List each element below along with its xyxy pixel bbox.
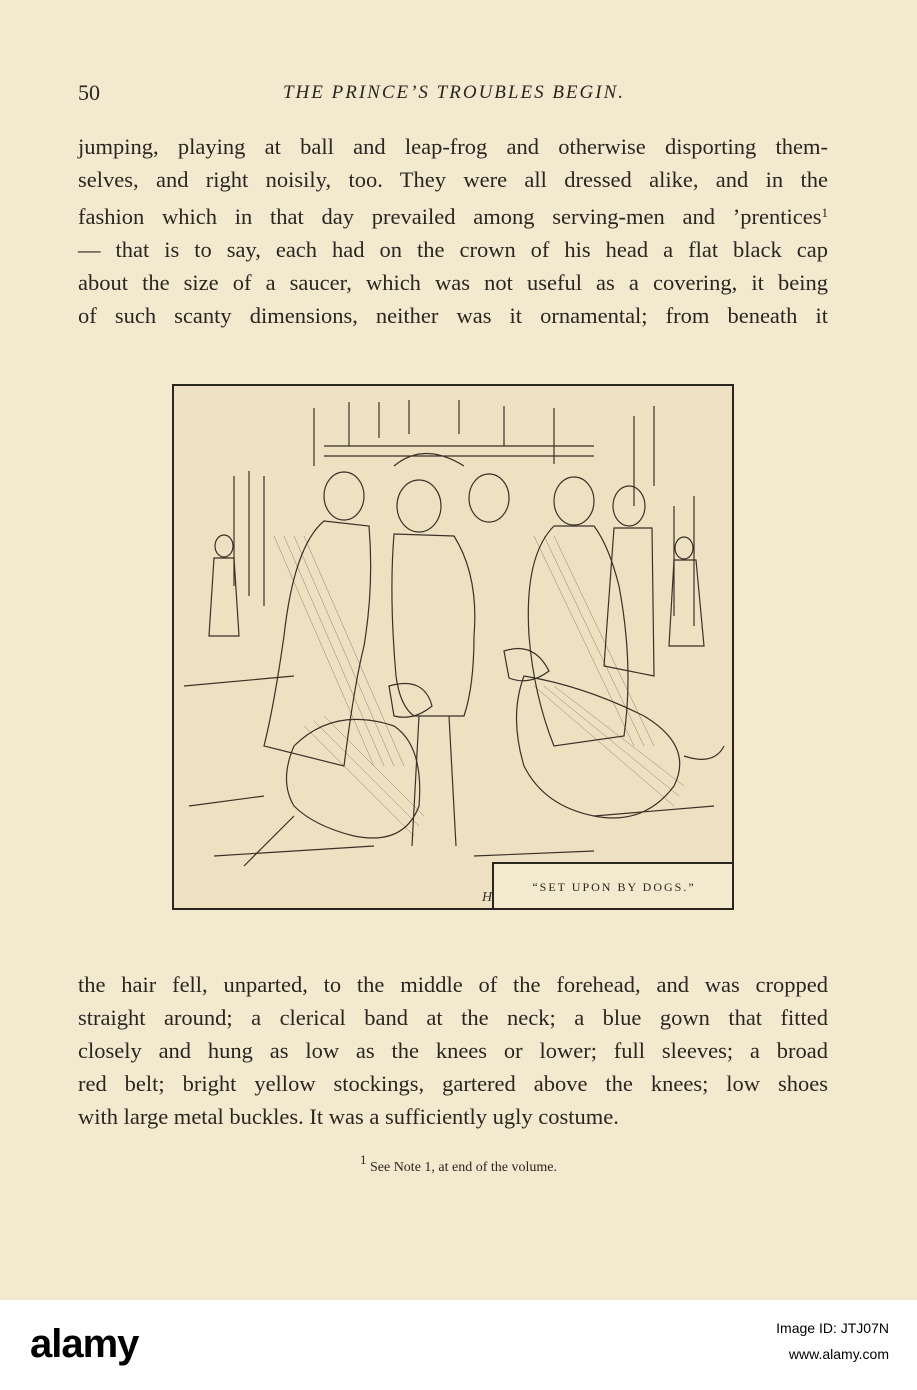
caption-box bbox=[492, 862, 734, 910]
text-line-content: fashion which in that day prevailed among serving-men and ’prentices bbox=[78, 204, 822, 229]
image-id: Image ID: JTJ07N bbox=[776, 1320, 889, 1336]
engraving-illustration bbox=[174, 386, 734, 910]
artist-signature: H bbox=[482, 890, 493, 905]
ground-strokes bbox=[184, 676, 714, 856]
footnote bbox=[0, 1152, 917, 1176]
boy-head bbox=[554, 477, 594, 525]
prince-body bbox=[392, 534, 475, 716]
footnote-reference: 1 bbox=[821, 205, 828, 220]
bystander-body bbox=[209, 558, 239, 636]
text-line: red belt; bright yellow stockings, gartered above the knees; low shoes bbox=[78, 1071, 828, 1096]
text-line bbox=[78, 196, 828, 233]
pillar-lines bbox=[674, 496, 694, 626]
dog-left-body bbox=[287, 719, 420, 838]
boy-head bbox=[469, 474, 509, 522]
page-number: 50 bbox=[78, 80, 100, 105]
dog-right-body bbox=[517, 676, 680, 818]
footnote-text: See Note 1, at end of the volume. bbox=[369, 1160, 557, 1175]
running-title: THE PRINCE’S TROUBLES BEGIN. bbox=[282, 82, 626, 103]
text-line: closely and hung as low as the knees or lower; full sleeves; a broad bbox=[78, 1038, 828, 1063]
boy-head bbox=[324, 472, 364, 520]
stock-banner bbox=[0, 1300, 917, 1390]
text-line: of such scanty dimensions, neither was it ornamental; from beneath it bbox=[78, 303, 828, 328]
paragraph-2 bbox=[78, 968, 828, 1133]
bystander-head bbox=[215, 535, 233, 557]
site-link[interactable]: www.alamy.com bbox=[788, 1346, 889, 1362]
prince-head bbox=[397, 480, 441, 532]
illustration bbox=[172, 384, 734, 910]
text-line: with large metal buckles. It was a sufficiently ugly costume. bbox=[78, 1104, 619, 1129]
boy-gown bbox=[528, 526, 628, 746]
text-line: the hair fell, unparted, to the middle of the forehead, and was cropped bbox=[78, 972, 828, 997]
paragraph-1 bbox=[78, 130, 828, 332]
crosshatch-shading bbox=[274, 536, 684, 836]
page-header bbox=[78, 80, 830, 116]
text-line: selves, and right noisily, too. They were all dressed alike, and in the bbox=[78, 167, 828, 192]
pillar-lines bbox=[234, 471, 264, 606]
text-line: — that is to say, each had on the crown of his head a flat black cap bbox=[78, 237, 828, 262]
bystander-head bbox=[675, 537, 693, 559]
alamy-logo[interactable]: alamy bbox=[30, 1322, 139, 1366]
dog-right-tail bbox=[684, 746, 724, 759]
prince-legs bbox=[412, 716, 456, 846]
text-line: about the size of a saucer, which was not useful as a covering, it being bbox=[78, 270, 828, 295]
boy-head bbox=[613, 486, 645, 526]
figure-caption: “SET UPON BY DOGS.” bbox=[532, 880, 696, 894]
boy-gown bbox=[604, 528, 654, 676]
text-line: straight around; a clerical band at the neck; a blue gown that fitted bbox=[78, 1005, 828, 1030]
footnote-marker: 1 bbox=[359, 1152, 367, 1167]
text-line: jumping, playing at ball and leap-frog and otherwise disporting them- bbox=[78, 134, 828, 159]
dog-left-tail bbox=[244, 816, 294, 866]
